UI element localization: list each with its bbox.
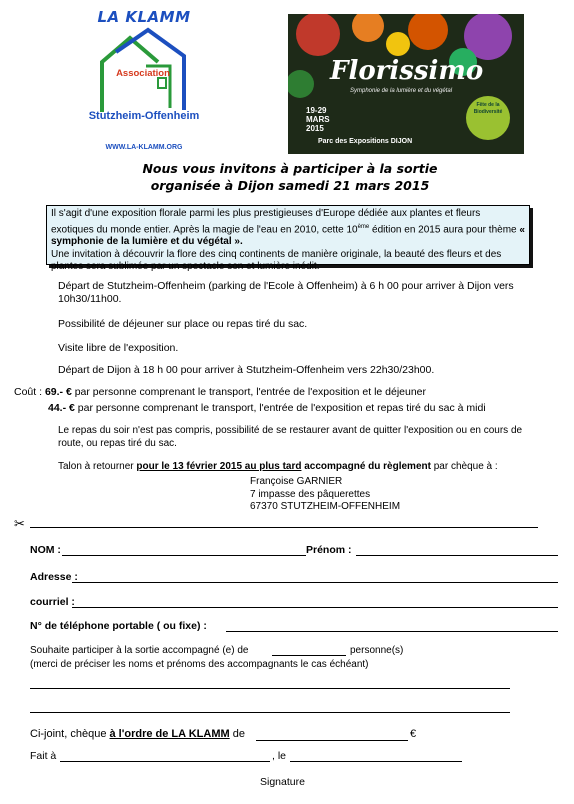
intro-text-2: édition en 2015 aura pour thème <box>369 223 520 235</box>
visit-info: Visite libre de l'exposition. <box>58 342 179 354</box>
adresse-label: Adresse : <box>30 571 78 583</box>
florissimo-poster <box>288 14 524 154</box>
talon-deadline: pour le 13 février 2015 au plus tard <box>136 461 302 472</box>
euro-sign: € <box>410 728 417 740</box>
cheque-text-1: Ci-joint, chèque <box>30 728 110 740</box>
nom-field[interactable] <box>62 555 306 556</box>
dates-year: 2015 <box>306 124 324 133</box>
klamm-logo-title: LA KLAMM <box>97 8 191 26</box>
lunch-info: Possibilité de déjeuner sur place ou repas tiré du sac. <box>58 318 308 330</box>
dates-days: 19-29 <box>306 106 327 115</box>
fait-place-field[interactable] <box>60 761 270 762</box>
recipient-name: Françoise GARNIER <box>250 476 343 487</box>
heading-line-2: organisée à Dijon samedi 21 mars 2015 <box>150 178 430 193</box>
signature-label: Signature <box>260 776 305 788</box>
courriel-label: courriel : <box>30 596 75 608</box>
price-2-desc: par personne comprenant le transport, l'entrée de l'exposition et repas tiré du sac à midi <box>74 402 486 414</box>
cheque-text-2: de <box>229 728 245 740</box>
cost-line-1 <box>14 386 570 399</box>
cheque-amount-field[interactable] <box>256 740 408 741</box>
intro-theme: « symphonie de la lumière et du végétal ». <box>51 223 525 248</box>
klamm-logo <box>88 8 200 150</box>
prenom-label: Prénom : <box>306 544 352 556</box>
intro-sup: ème <box>357 223 370 230</box>
accompany-names-line-2[interactable] <box>30 712 510 713</box>
fait-label: Fait à <box>30 750 57 762</box>
dinner-note: Le repas du soir n'est pas compris, possibilité de se restaurer avant de quitter l'exposition ou en cours de route, ou repas tiré du sac. <box>58 425 523 449</box>
cheque-order: à l'ordre de LA KLAMM <box>109 728 230 740</box>
recipient-city: 67370 STUTZHEIM-OFFENHEIM <box>250 501 401 512</box>
town-label: Stutzheim-Offenheim <box>88 110 200 122</box>
accompany-note: (merci de préciser les noms et prénoms des accompagnants le cas échéant) <box>30 659 369 670</box>
courriel-field[interactable] <box>72 607 558 608</box>
biodiversity-badge: Fête de la Biodiversité <box>466 96 510 140</box>
accompany-label-1: Souhaite participer à la sortie accompagné (e) de <box>30 645 249 656</box>
date-field[interactable] <box>290 761 462 762</box>
talon-instructions <box>58 460 558 473</box>
intro-text-1: Il s'agit d'une exposition florale parmi les plus prestigieuses d'Europe dédiée aux plantes et fleurs exotiques du monde entier. Après la magie de l'eau en 2010, cette 10 <box>51 208 481 235</box>
talon-text-1: Talon à retourner <box>58 461 137 472</box>
telephone-label: N° de téléphone portable ( ou fixe) : <box>30 620 207 632</box>
telephone-field[interactable] <box>226 631 558 632</box>
accompany-names-line-1[interactable] <box>30 688 510 689</box>
price-2: 44.- € <box>48 402 75 414</box>
website-url: WWW.LA-KLAMM.ORG <box>105 144 183 151</box>
cost-line-2 <box>48 402 572 415</box>
intro-text-3: Une invitation à découvrir la flore des cinq continents de manière originale, la beauté des fleurs et des plantes sera sublimée par un spectacle son et lumière inédit. <box>51 248 502 273</box>
cost-label: Coût : <box>14 386 45 398</box>
price-1-desc: par personne comprenant le transport, l'entrée de l'exposition et le déjeuner <box>71 386 427 398</box>
heading-line-1: Nous vous invitons à participer à la sortie <box>142 161 438 176</box>
talon-text-2: accompagné du règlement <box>301 461 431 472</box>
florissimo-venue: Parc des Expositions DIJON <box>318 138 413 145</box>
departure-morning: Départ de Stutzheim-Offenheim (parking de l'Ecole à Offenheim) à 6 h 00 pour arriver à Dijon vers 10h30/11h00. <box>58 280 514 305</box>
date-label: , le <box>272 750 287 762</box>
adresse-field[interactable] <box>72 582 558 583</box>
florissimo-dates <box>306 106 330 133</box>
recipient-address <box>250 476 500 514</box>
association-label: Association <box>116 68 170 79</box>
cheque-line <box>30 728 245 741</box>
accompany-label-2: personne(s) <box>350 645 404 656</box>
florissimo-subtitle: Symphonie de la lumière et du végétal <box>350 88 453 94</box>
price-1: 69.- € <box>44 386 72 398</box>
prenom-field[interactable] <box>356 555 558 556</box>
accompany-count-field[interactable] <box>272 655 346 656</box>
nom-label: NOM : <box>30 544 61 556</box>
florissimo-title: Florissimo <box>330 56 484 86</box>
recipient-street: 7 impasse des pâquerettes <box>250 488 371 500</box>
intro-box <box>46 205 530 273</box>
scissors-icon: ✂ <box>14 516 25 531</box>
departure-evening: Départ de Dijon à 18 h 00 pour arriver à Stutzheim-Offenheim vers 22h30/23h00. <box>58 364 435 376</box>
dates-month: MARS <box>306 115 330 124</box>
talon-text-3: par chèque à : <box>430 461 498 472</box>
invitation-heading <box>80 160 500 194</box>
cut-line <box>30 527 538 528</box>
